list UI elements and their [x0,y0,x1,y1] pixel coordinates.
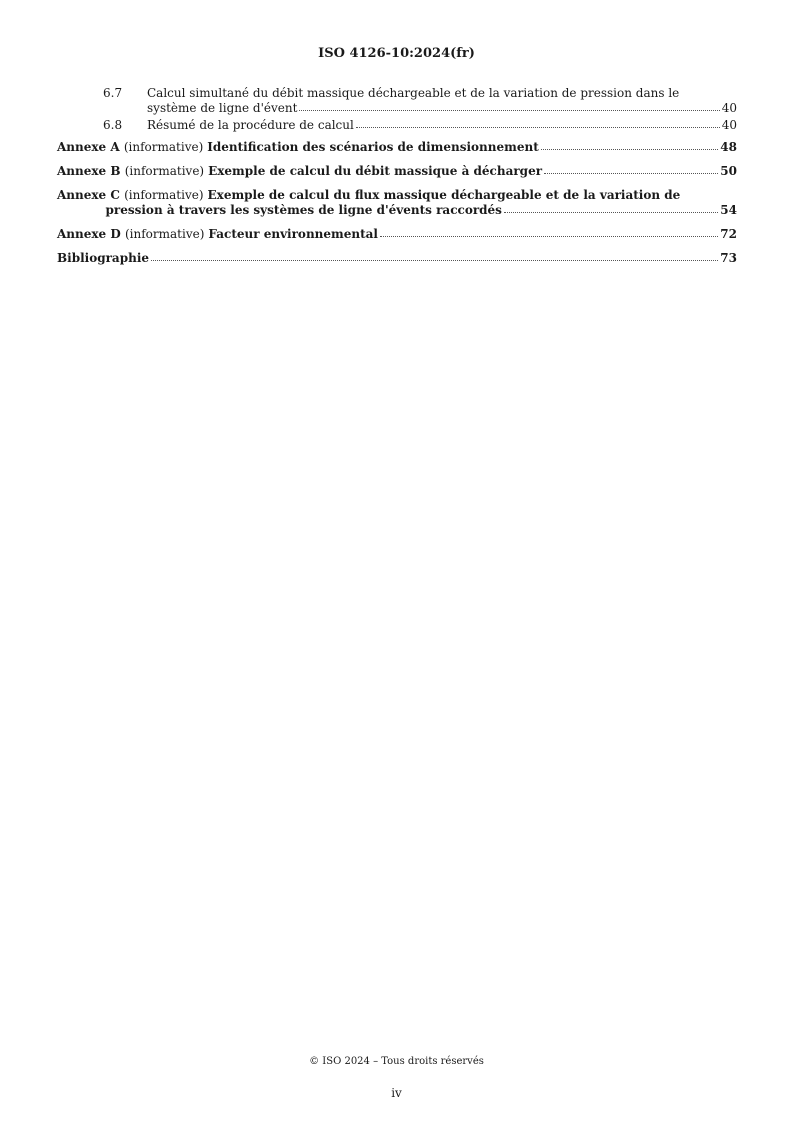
toc-entry-annex-a[interactable] [57,140,737,155]
toc-page-number: 50 [720,164,737,178]
toc-page-number: 40 [721,118,737,132]
toc-entry-annex-b[interactable] [57,164,737,179]
annex-type: (informative) [124,164,205,178]
table-of-contents [57,86,737,266]
toc-title: Bibliographie [57,251,150,265]
toc-page-number: 73 [720,251,737,265]
toc-entry-6-7[interactable] [103,86,737,116]
toc-leader-dots [299,107,719,111]
toc-title-line: Exemple de calcul du flux massique déchargeable et de la variation de [207,188,681,202]
toc-entry-bibliography[interactable] [57,251,737,266]
toc-page-number: 48 [720,140,737,154]
page-number: iv [391,1086,402,1100]
toc-entry-6-8[interactable] [103,118,737,133]
document-header: ISO 4126-10:2024(fr) [318,46,475,61]
toc-entry-annex-d[interactable] [57,227,737,242]
toc-title-line: Calcul simultané du débit massique déchargeable et de la variation de pression dans le [147,86,680,100]
toc-page-number: 72 [720,227,737,241]
annex-label: Annexe A [57,140,120,154]
toc-title-line: pression à travers les systèmes de ligne d'évents raccordés [105,203,502,217]
toc-title: Facteur environnemental [208,227,378,241]
toc-leader-dots [541,146,719,150]
toc-number: 6.7 [103,86,123,100]
annex-type: (informative) [123,140,204,154]
toc-page-number: 54 [720,203,737,217]
toc-title: Identification des scénarios de dimensionnement [207,140,539,154]
annex-label: Annexe B [57,164,121,178]
toc-title: Exemple de calcul du débit massique à décharger [208,164,543,178]
annex-label: Annexe C [57,188,120,202]
toc-leader-dots [380,233,718,237]
toc-title: Résumé de la procédure de calcul [147,118,354,132]
toc-leader-dots [504,209,718,213]
annex-label: Annexe D [57,227,121,241]
toc-leader-dots [151,257,718,261]
toc-entry-annex-c[interactable] [57,188,737,218]
copyright-footer: © ISO 2024 – Tous droits réservés [309,1056,484,1067]
toc-leader-dots [356,124,720,128]
toc-page-number: 40 [721,101,737,115]
toc-leader-dots [544,170,718,174]
annex-type: (informative) [124,188,204,202]
annex-type: (informative) [124,227,205,241]
toc-title-line: système de ligne d'évent [147,101,298,115]
toc-number: 6.8 [103,118,123,132]
